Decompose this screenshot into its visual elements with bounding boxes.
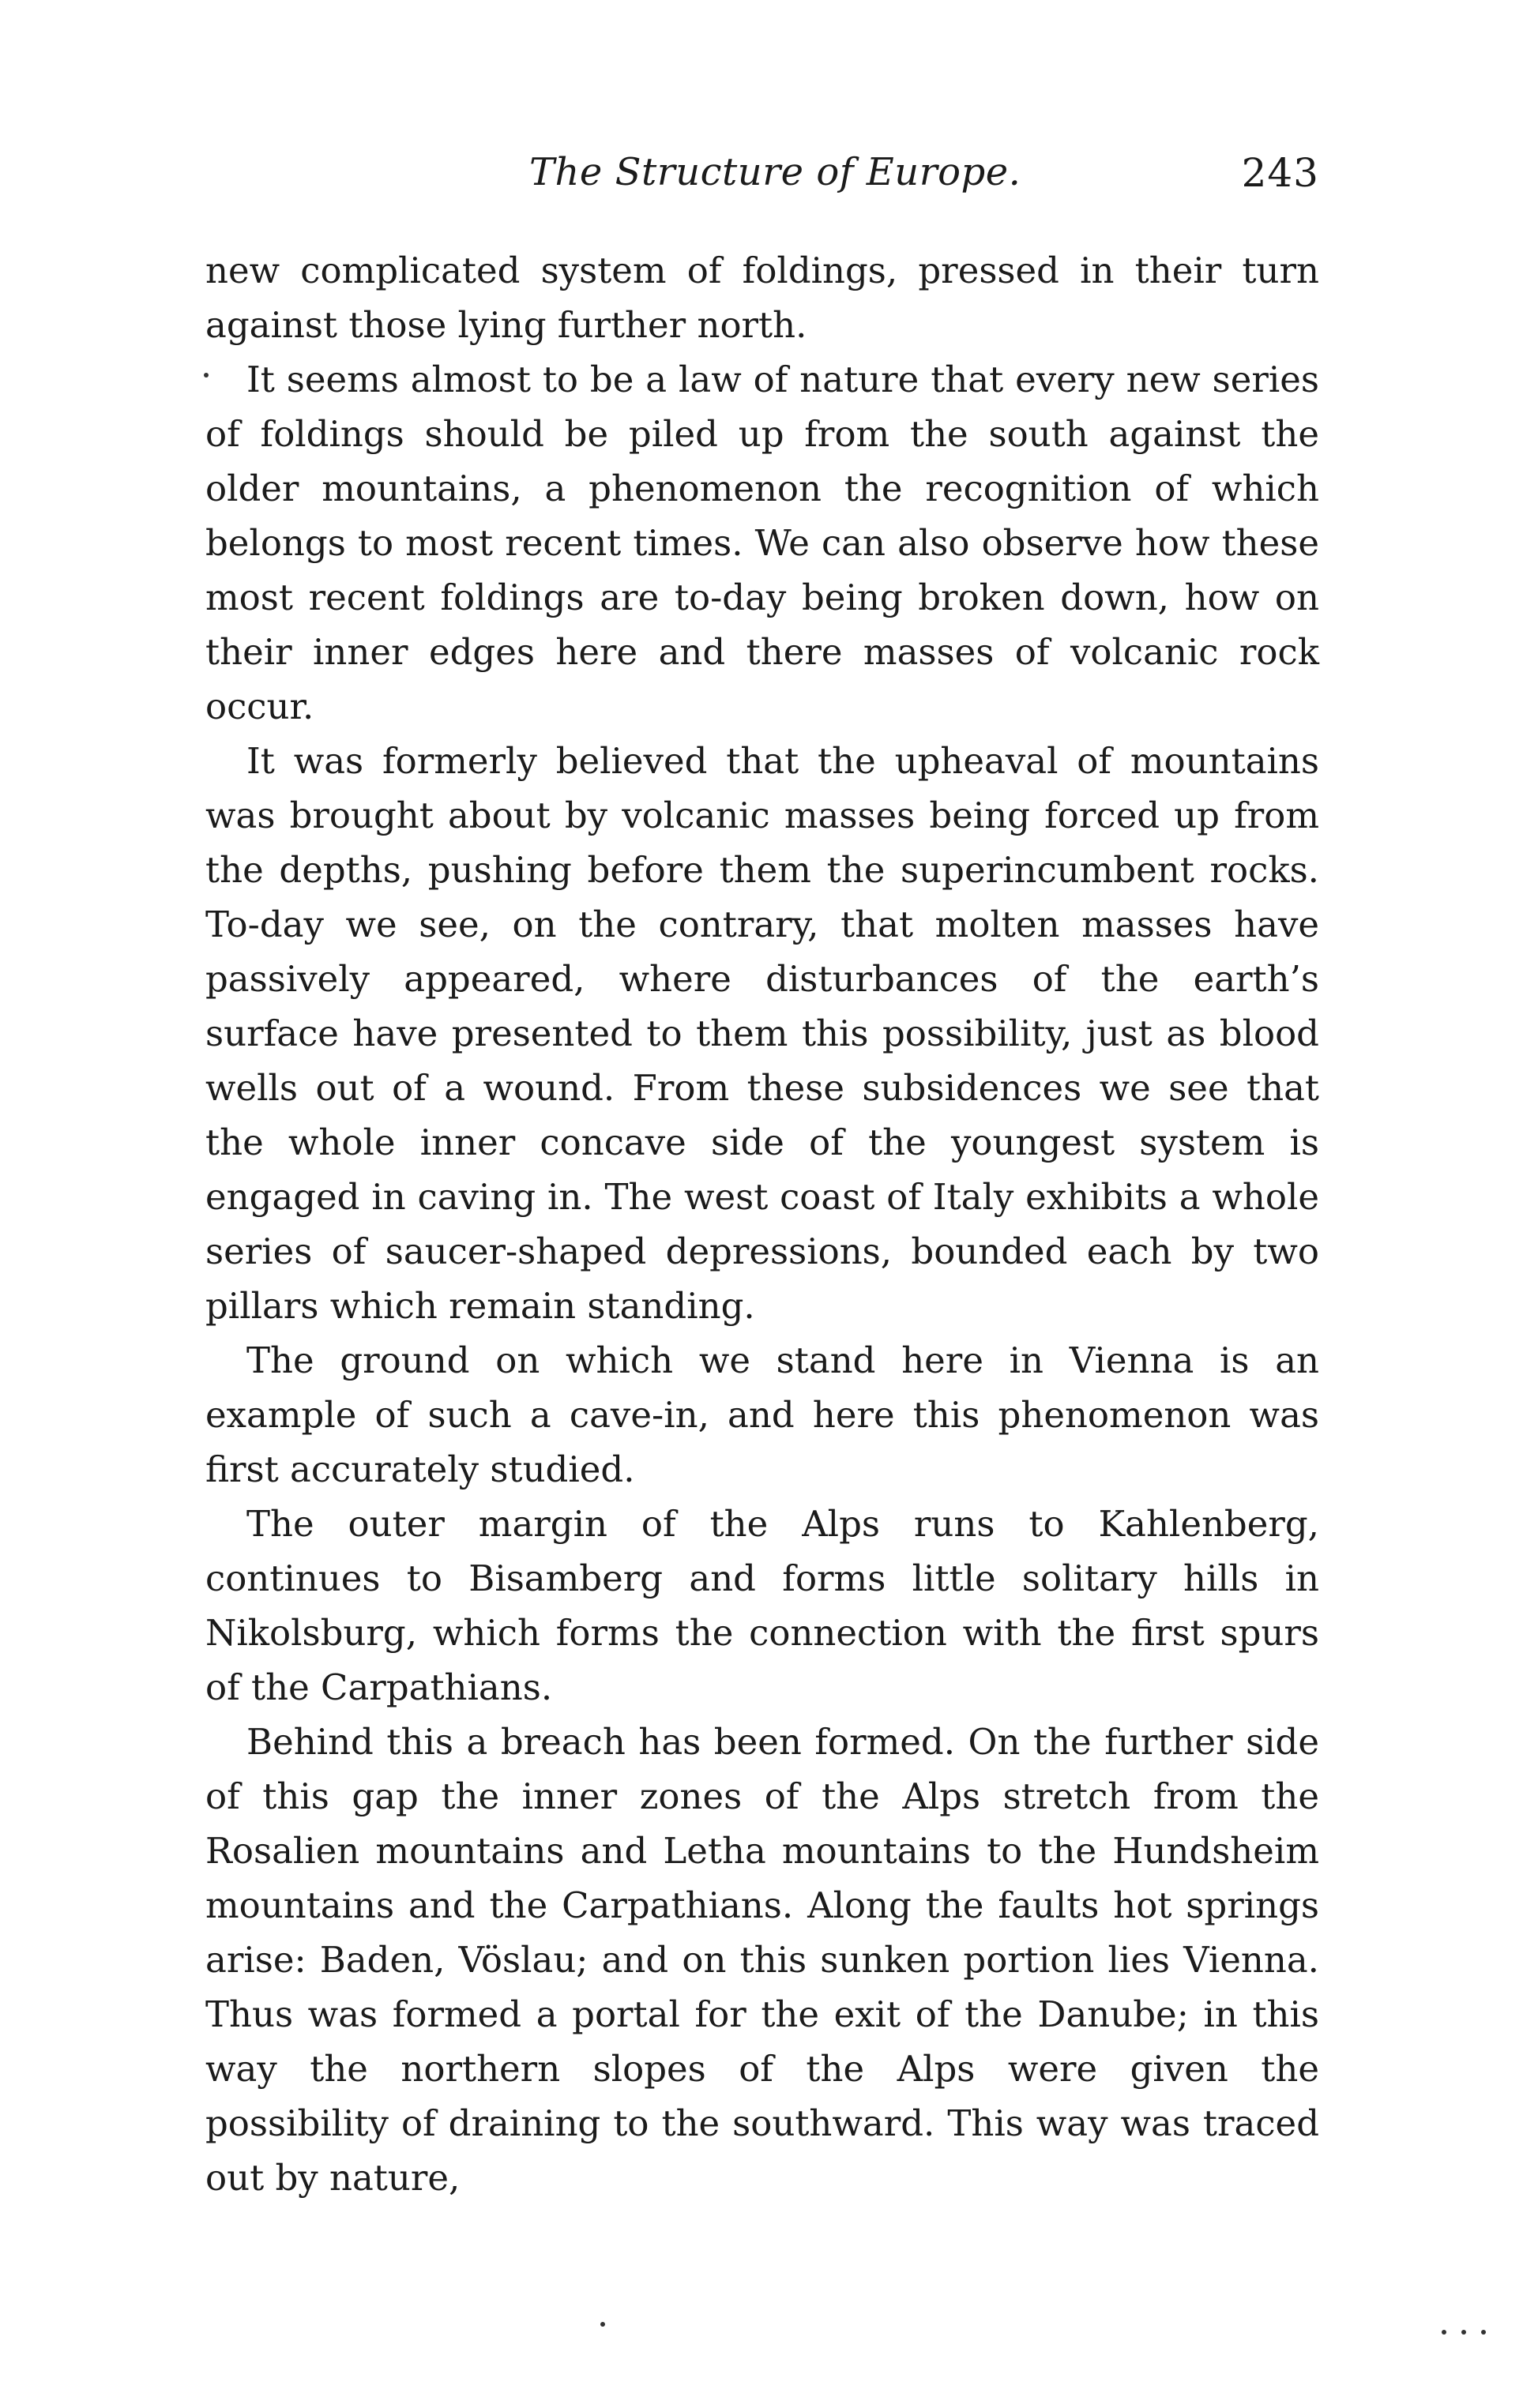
page-body (205, 243, 1319, 2205)
paragraph-1: new complicated system of foldings, pressed in their turn against those lying further north. (205, 250, 1319, 346)
scan-speck (600, 2322, 605, 2327)
paragraph-5: The outer margin of the Alps runs to Kahlenberg, continues to Bisamberg and forms little solitary hills in Nikolsburg, which forms the connection with the first spurs of the Carpathians. (205, 1503, 1319, 1708)
paragraph-3: It was formerly believed that the upheaval of mountains was brought about by volcanic masses being forced up from the depths, pushing before them the superincumbent rocks. To-day we see, on the contrary, that molten masses have passively appeared, where disturbances of the earth’s surface have presented to them this possibility, just as blood wells out of a wound. From these subsidences we see that the whole inner concave side of the youngest system is engaged in caving in. The west coast of Italy exhibits a whole series of saucer-shaped depressions, bounded each by two pillars which remain standing. (205, 740, 1319, 1327)
running-title: The Structure of Europe. (529, 150, 1021, 194)
scan-speck (204, 373, 209, 378)
scan-speck (1481, 2330, 1486, 2335)
paragraph-2: It seems almost to be a law of nature that every new series of foldings should be piled up from the south against the older mountains, a phenomenon the recognition of which belongs to most recent times. We can also observe how these most recent foldings are to-day being broken down, how on their inner edges here and there masses of volcanic rock occur. (205, 359, 1319, 727)
scan-speck (1461, 2330, 1466, 2335)
scan-speck (1442, 2330, 1446, 2335)
paragraph-4: The ground on which we stand here in Vienna is an example of such a cave-in, and here this phenomenon was first accurately studied. (205, 1339, 1319, 1490)
running-head (205, 150, 1319, 213)
page-number: 243 (1241, 150, 1319, 196)
paragraph-6: Behind this a breach has been formed. On the further side of this gap the inner zones of the Alps stretch from the Rosalien mountains and Letha mountains to the Hundsheim mountains and the Carpathians. Along the faults hot springs arise: Baden, Vöslau; and on this sunken portion lies Vienna. Thus was formed a portal for the exit of the Danube; in this way the northern slopes of the Alps were given the possibility of draining to the southward. This way was traced out by nature, (205, 1721, 1319, 2199)
